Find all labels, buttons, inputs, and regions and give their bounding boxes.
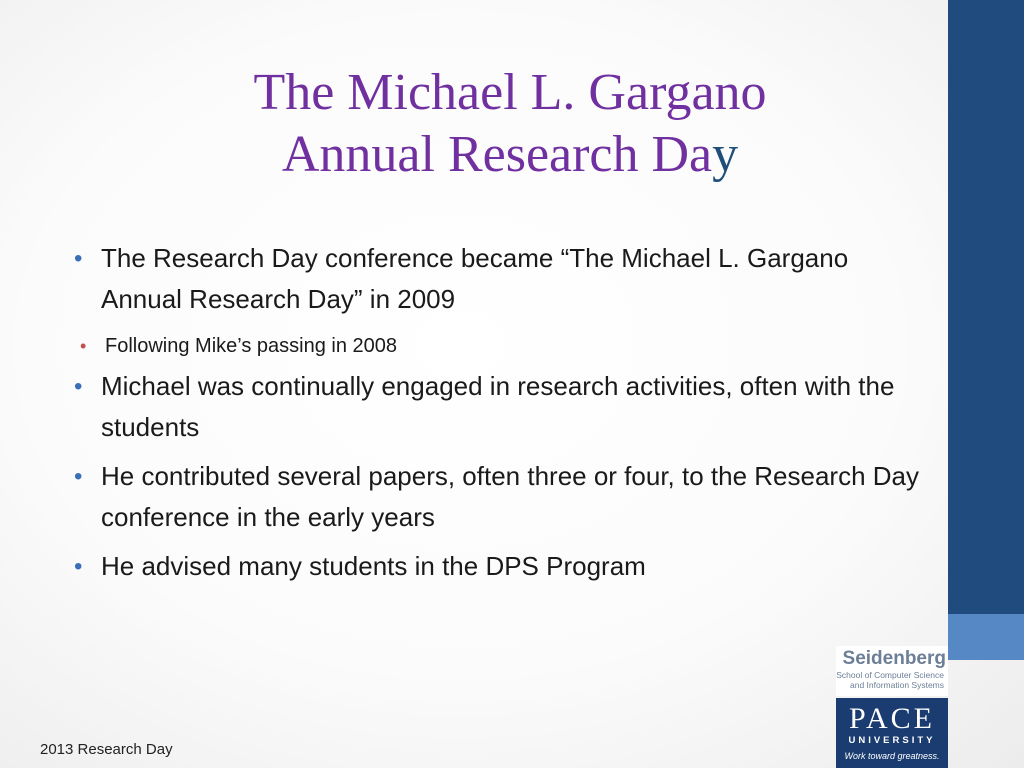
- sub-bullet-list: [74, 328, 924, 364]
- bullet-item: • He advised many students in the DPS Program: [74, 546, 924, 587]
- pace-tagline: Work toward greatness.: [844, 751, 940, 761]
- seidenberg-subtitle-line-1: School of Computer Science: [836, 670, 944, 680]
- pace-university-label: UNIVERSITY: [848, 735, 936, 746]
- seidenberg-subtitle-line-2: and Information Systems: [849, 680, 944, 690]
- bullet-item: • Michael was continually engaged in research activities, often with the students: [74, 366, 924, 448]
- title-line-2: [150, 124, 870, 186]
- sub-bullet-item: • Following Mike’s passing in 2008: [80, 328, 924, 364]
- seidenberg-logo: [836, 646, 948, 696]
- bullet-item: • The Research Day conference became “The Michael L. Gargano Annual Research Day” in 2009: [74, 238, 924, 320]
- side-bar-dark: [948, 0, 1024, 614]
- footer-text: 2013 Research Day: [40, 741, 173, 758]
- title-line-1: The Michael L. Gargano: [253, 64, 767, 121]
- title-line-2-tail: y: [712, 126, 739, 183]
- seidenberg-name: Seidenberg: [842, 648, 946, 669]
- side-bar-light: [948, 614, 1024, 660]
- bullet-item: • He contributed several papers, often three or four, to the Research Day conference in the early years: [74, 456, 924, 538]
- slide-title: [150, 62, 870, 186]
- bullet-list: [74, 238, 924, 595]
- pace-university-logo: [836, 698, 948, 768]
- pace-name: PACE: [849, 702, 935, 735]
- title-line-2-main: Annual Research Da: [281, 126, 713, 183]
